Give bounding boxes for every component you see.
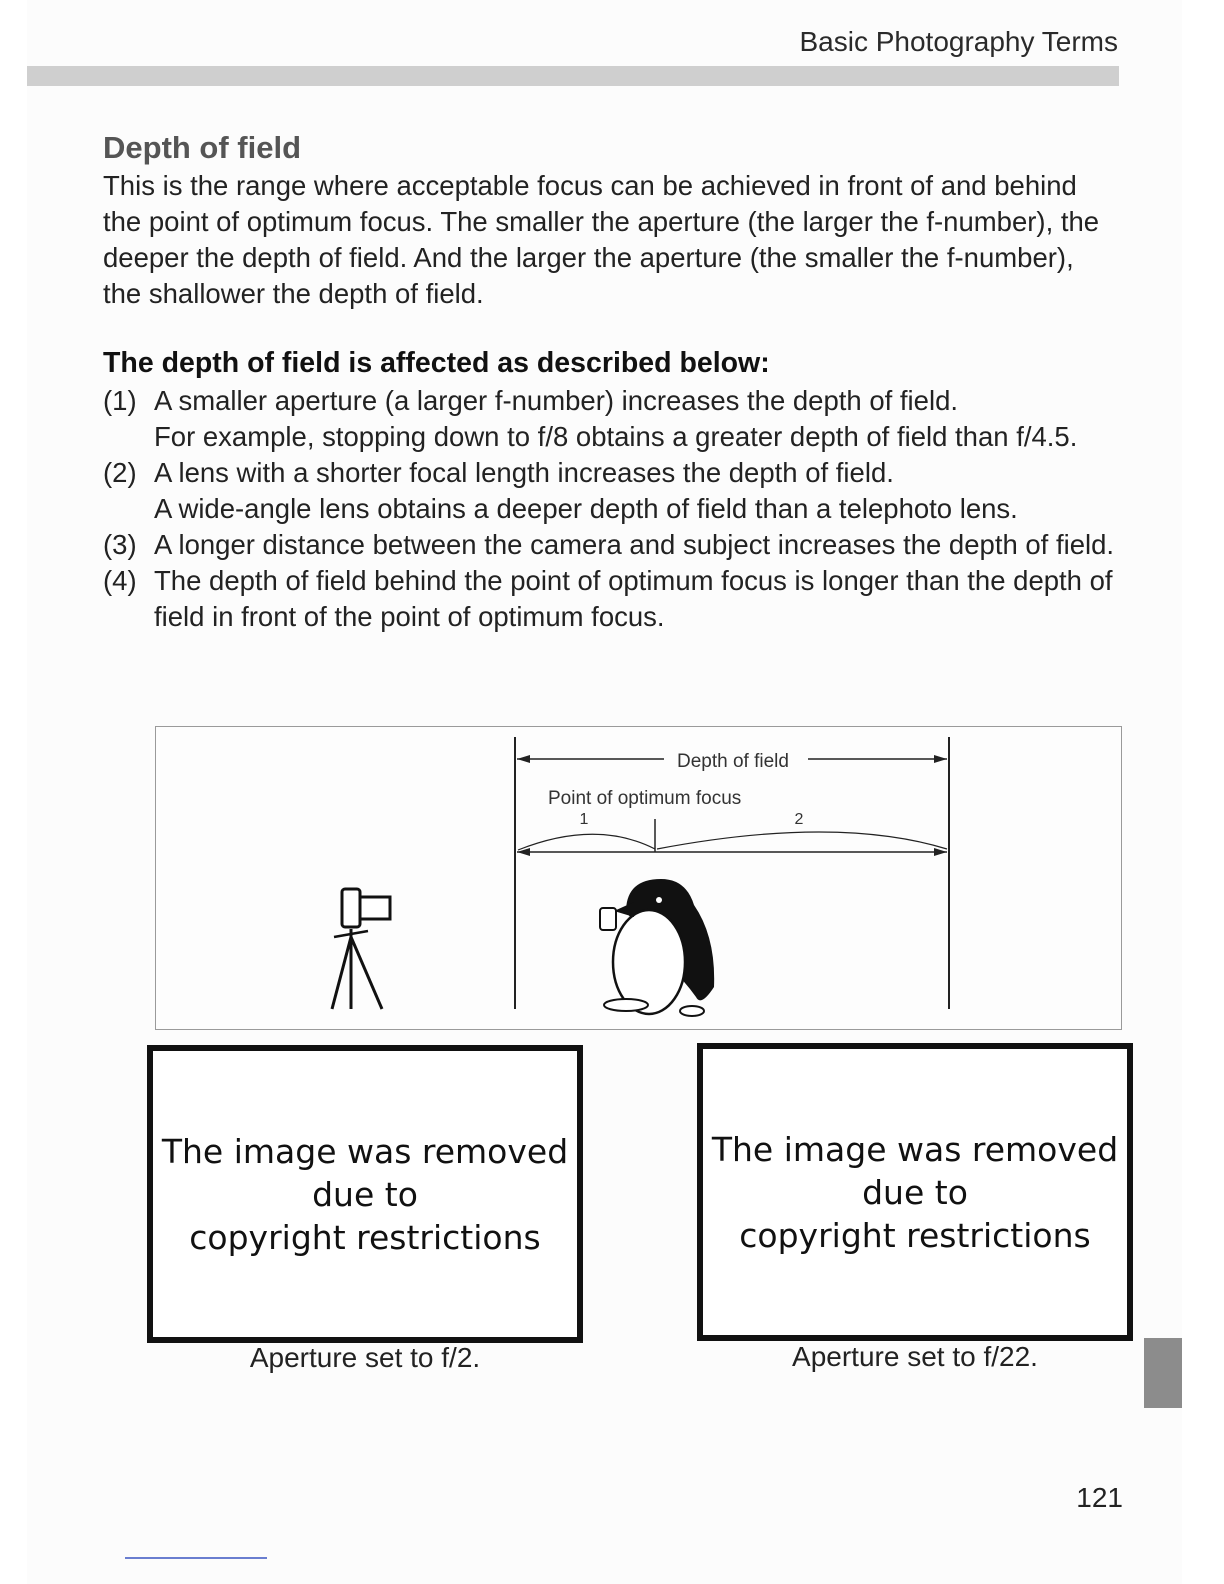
arrow-head-right — [934, 848, 947, 856]
list-item-number: (2) — [103, 457, 137, 488]
removed-line: due to — [312, 1174, 418, 1214]
section-heading: Depth of field — [103, 130, 302, 165]
chapter-tab-marker — [1144, 1338, 1182, 1408]
arrow-head-left — [517, 755, 530, 763]
removed-line: due to — [862, 1172, 968, 1212]
removed-line: copyright restrictions — [189, 1217, 541, 1257]
penguin-icon — [600, 879, 714, 1016]
depth-label: Depth of field — [677, 751, 789, 772]
removed-line: The image was removed — [711, 1129, 1119, 1169]
list-item-number: (3) — [103, 529, 137, 560]
list-item — [103, 383, 1123, 455]
list-item-detail: For example, stopping down to f/8 obtains a greater depth of field than f/4.5. — [154, 421, 1078, 452]
removed-image-placeholder — [697, 1043, 1133, 1341]
depth-of-field-diagram — [155, 726, 1122, 1030]
removed-image-placeholder — [147, 1045, 583, 1343]
image-caption: Aperture set to f/22. — [792, 1341, 1038, 1372]
front-arc — [518, 834, 655, 850]
header-bar — [27, 66, 1119, 86]
list-item — [103, 527, 1123, 563]
list-item — [103, 563, 1123, 635]
behind-depth-label: 2 — [794, 811, 804, 828]
page-number: 121 — [1076, 1482, 1123, 1513]
list-item — [103, 455, 1123, 527]
diagram-canvas — [156, 727, 1123, 1031]
list-item-number: (4) — [103, 565, 137, 596]
behind-arc — [657, 832, 947, 849]
list-item-text: A lens with a shorter focal length increases the depth of field. — [154, 457, 894, 488]
list-item-detail: A wide-angle lens obtains a deeper depth of field than a telephoto lens. — [154, 493, 1018, 524]
camera-tripod-icon — [332, 889, 390, 1009]
removed-line: copyright restrictions — [739, 1215, 1091, 1255]
front-depth-label: 1 — [579, 811, 589, 828]
list-item-text: A longer distance between the camera and subject increases the depth of field. — [154, 529, 1115, 560]
range-markers — [515, 737, 949, 1009]
arrow-head-right — [934, 755, 947, 763]
removed-line: The image was removed — [161, 1131, 569, 1171]
intro-paragraph: This is the range where acceptable focus can be achieved in front of and behind the point of optimum focus. The smaller the aperture (the larger the f-number), the deeper the depth of field. And the larger the aperture (the smaller the f-number), the shallower the depth of field. — [103, 170, 1100, 309]
affects-list — [103, 383, 1123, 635]
bottom-rule — [125, 1557, 267, 1559]
focus-label: Point of optimum focus — [548, 788, 742, 809]
list-item-number: (1) — [103, 385, 137, 416]
affects-heading: The depth of field is affected as described below: — [103, 347, 770, 379]
image-caption: Aperture set to f/2. — [249, 1342, 481, 1373]
header-title: Basic Photography Terms — [799, 26, 1118, 57]
list-item-text: A smaller aperture (a larger f-number) increases the depth of field. — [154, 385, 958, 416]
list-item-text: The depth of field behind the point of optimum focus is longer than the depth of field in front of the point of optimum focus. — [154, 565, 1113, 632]
